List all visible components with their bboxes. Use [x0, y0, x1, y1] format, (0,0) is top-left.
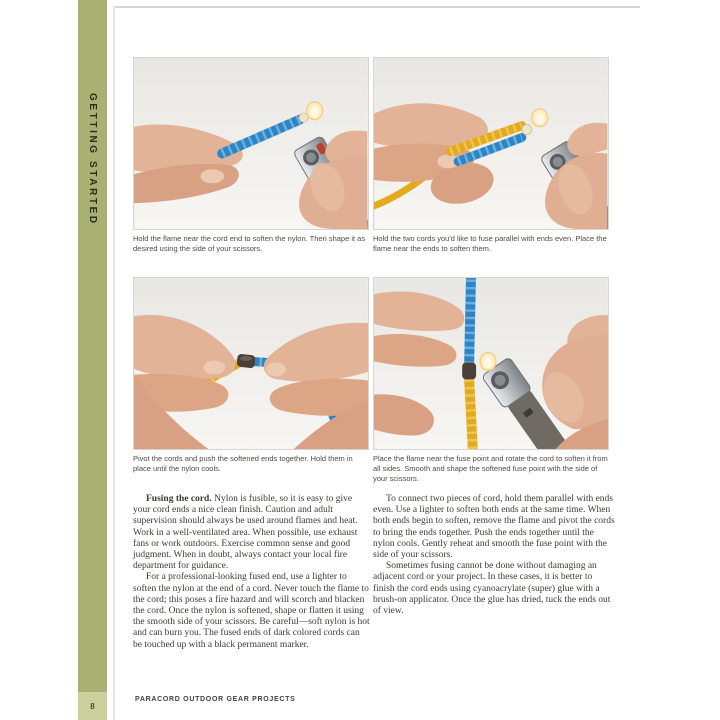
paragraph-text: Nylon is fusible, so it is easy to give your cord ends a nice clean finish. Caution and adult supervision should always be used around flames and heat. Work in a well-ventilated area. When possible, use exhaust fans or work outdoors. Exercise common sense and good judgment. When in doubt, always contact your local fire department for guidance. [133, 494, 358, 572]
figure-4-photo [373, 277, 609, 450]
chapter-label: GETTING STARTED [87, 93, 98, 226]
chapter-sidebar-strip [78, 0, 107, 692]
fuse-point [237, 354, 256, 369]
running-footer-title: PARACORD OUTDOOR GEAR PROJECTS [135, 696, 296, 703]
figure-1 [133, 57, 373, 254]
flame [532, 109, 548, 127]
figure-3-caption: Pivot the cords and push the softened ends together. Hold them in place until the nylon cools. [133, 454, 353, 473]
figure-4-caption: Place the flame near the fuse point and rotate the cord to soften it from all sides. Smooth and shape the softened fuse point with the side of your scissors. [373, 454, 608, 483]
flame [480, 353, 496, 371]
flame [307, 102, 323, 120]
figure-2-photo [373, 57, 609, 230]
paragraph-lead: Fusing the cord. [146, 494, 212, 504]
paragraph-connect-two-cords: To connect two pieces of cord, hold them parallel with ends even. Use a lighter to soften both ends at the same time. When both ends begin to soften, remove the flame and pivot the cords to bring the ends together. Push the ends together until the nylon cools. Gently reheat and smooth the fuse point with the side of your scissors. [373, 494, 615, 561]
page-number: 8 [90, 701, 95, 711]
page-edge-top-line [114, 6, 640, 8]
body-text-left-column [133, 494, 371, 651]
blue-cord [469, 277, 471, 364]
body-text-right-column [373, 494, 616, 617]
figure-2 [373, 57, 613, 254]
fuse-point [462, 363, 476, 380]
figure-1-photo [133, 57, 369, 230]
figure-3 [133, 277, 373, 474]
figure-3-photo [133, 277, 369, 450]
figure-2-caption: Hold the two cords you'd like to fuse parallel with ends even. Place the flame near the ends to soften them. [373, 234, 607, 253]
figure-4 [373, 277, 613, 483]
figure-1-caption: Hold the flame near the cord end to soften the nylon. Then shape it as desired using the side of your scissors. [133, 234, 366, 253]
page-edge-left-line [113, 6, 115, 720]
paragraph-professional-fused-end: For a professional-looking fused end, use a lighter to soften the nylon at the end of a cord. Never touch the flame to the cord; this poses a fire hazard and will scorch and blacken the cord. Once the nylon is softened, shape or flatten it using the smooth side of your scissors. Be careful—soft nylon is hot and can burn you. The fused ends of dark colored cords can be touched up with a black permanent marker. [133, 572, 370, 650]
paragraph-cyanoacrylate-glue: Sometimes fusing cannot be done without damaging an adjacent cord or your project. In these cases, it is better to finish the cord ends using cyanoacrylate (super) glue with a brush-on applicator. Once the glue has dried, tuck the ends out of view. [373, 561, 611, 617]
paragraph-fusing-the-cord [133, 494, 371, 572]
page-number-box [78, 692, 107, 720]
yellow-cord [469, 379, 473, 450]
